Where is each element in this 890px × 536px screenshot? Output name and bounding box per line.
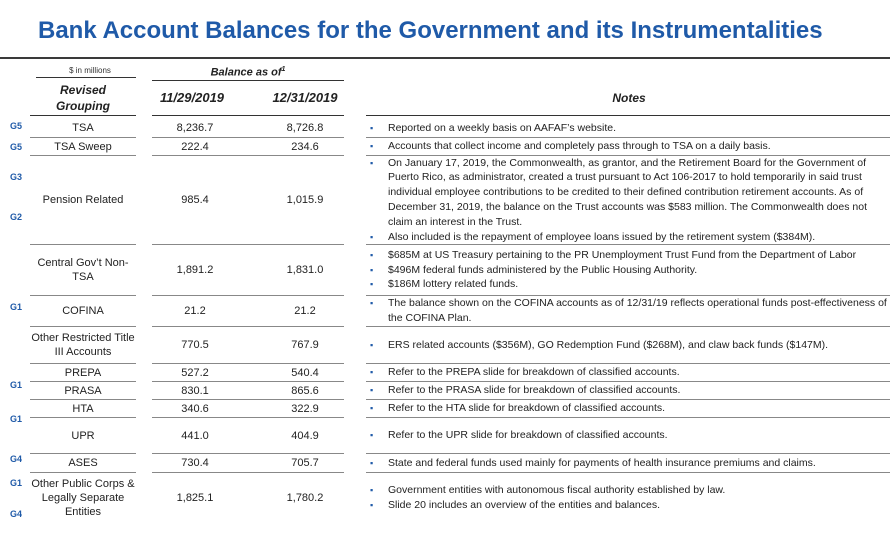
- balance-nov: 1,825.1: [176, 492, 214, 504]
- balance-nov: 770.5: [181, 339, 209, 351]
- balance-dec: 1,780.2: [286, 492, 324, 504]
- group-name: Central Gov’t Non-TSA: [37, 257, 129, 283]
- group-name: TSA: [72, 122, 94, 134]
- balance-nov: 730.4: [181, 457, 209, 469]
- group-name: COFINA: [62, 305, 104, 317]
- row-notes: [370, 364, 890, 381]
- table-row: [0, 327, 890, 363]
- side-tag: G5: [10, 121, 23, 131]
- table-row: [0, 119, 890, 137]
- group-name: Other Restricted Title III Accounts: [31, 332, 135, 358]
- table-row: [0, 418, 890, 453]
- table-row: [0, 156, 890, 244]
- row-notes: [370, 400, 890, 417]
- side-tag: G1: [10, 380, 23, 390]
- side-tag: G4: [10, 509, 23, 519]
- header-bottom-rule: [366, 115, 890, 116]
- note-item: ▪ Accounts that collect income and completely pass through to TSA on a daily basis.: [370, 139, 771, 154]
- table-row: [0, 400, 890, 417]
- table-row: [0, 382, 890, 399]
- side-tag: G2: [10, 212, 23, 222]
- row-notes: [370, 382, 890, 399]
- note-item: ▪ Refer to the UPR slide for breakdown of classified accounts.: [370, 428, 668, 443]
- group-name: Other Public Corps & Legally Separate Entities: [31, 478, 135, 518]
- note-item: ▪ Also included is the repayment of employee loans issued by the retirement system ($384M).: [370, 230, 890, 244]
- note-item: ▪ Refer to the PRASA slide for breakdown of classified accounts.: [370, 383, 680, 398]
- group-name: PREPA: [64, 366, 102, 379]
- header-bottom-rule: [30, 115, 136, 116]
- note-item: ▪ $685M at US Treasury pertaining to the PR Unemployment Trust Fund from the Department of Labor: [370, 248, 856, 263]
- balance-dec: 234.6: [291, 140, 319, 153]
- units-label: $ in millions: [69, 66, 111, 75]
- group-name: Pension Related: [42, 194, 124, 206]
- note-item: ▪ Refer to the HTA slide for breakdown of classified accounts.: [370, 401, 665, 416]
- row-notes: [370, 473, 890, 523]
- side-tag: G1: [10, 302, 23, 312]
- group-name: PRASA: [64, 384, 102, 397]
- note-item: ▪ Reported on a weekly basis on AAFAF’s website.: [370, 121, 616, 136]
- balance-nov: 441.0: [181, 429, 209, 442]
- date-column-1: 11/29/2019: [159, 90, 225, 105]
- balance-dec: 865.6: [291, 384, 319, 397]
- row-notes: [370, 119, 890, 137]
- balance-dec: 21.2: [294, 305, 316, 317]
- row-notes: [370, 296, 890, 326]
- row-notes: [370, 156, 890, 244]
- balance-nov: 340.6: [181, 402, 209, 415]
- footnote-mark: 1: [281, 66, 286, 73]
- note-item: ▪ ERS related accounts ($356M), GO Redemption Fund ($268M), and claw back funds ($147M).: [370, 338, 828, 353]
- side-tag: G1: [10, 478, 23, 488]
- balance-nov: 527.2: [181, 366, 209, 379]
- note-item: ▪ On January 17, 2019, the Commonwealth, as grantor, and the Retirement Board for the Government of Puerto Rico, as administrator, created a trust pursuant to Act 106-2017 to hold temporarily in said trust individual employee contributions to be credited to their defined contribution retirement accounts. As of December 31, 2019, the balance on the Trust accounts was $583 million. The Commonwealth does not claim an interest in the Trust.: [370, 156, 890, 230]
- row-notes: [370, 418, 890, 453]
- side-tag: G1: [10, 414, 23, 424]
- group-name: ASES: [68, 457, 98, 469]
- header-rule: [152, 80, 344, 81]
- table-row: [0, 296, 890, 326]
- note-item: ▪ State and federal funds used mainly for payments of health insurance premiums and claims.: [370, 456, 816, 471]
- header-rule: [36, 77, 136, 78]
- balance-header: [152, 66, 344, 79]
- grouping-label: Grouping: [56, 99, 110, 113]
- header-bottom-rule: [152, 115, 344, 116]
- note-item: ▪ Government entities with autonomous fiscal authority established by law.: [370, 483, 725, 498]
- side-tag: G3: [10, 172, 23, 182]
- table-row: [0, 473, 890, 523]
- side-tag: G4: [10, 454, 23, 464]
- balance-nov: 21.2: [184, 305, 206, 317]
- note-item: ▪ The balance shown on the COFINA accounts as of 12/31/19 reflects operational funds post-effectiveness of the COFINA Plan.: [370, 296, 890, 326]
- note-item: ▪ Refer to the PREPA slide for breakdown of classified accounts.: [370, 365, 680, 380]
- balance-nov: 985.4: [181, 194, 209, 206]
- table-row: [0, 138, 890, 155]
- row-notes: [370, 245, 890, 295]
- side-tag: G5: [10, 142, 23, 152]
- balance-dec: 705.7: [291, 457, 319, 469]
- balance-as-of: Balance as of: [210, 66, 282, 79]
- notes-header: Notes: [612, 91, 646, 105]
- table-row: [0, 245, 890, 295]
- note-item: ▪ Slide 20 includes an overview of the entities and balances.: [370, 498, 725, 513]
- balance-dec: 8,726.8: [286, 122, 324, 134]
- title-divider: [0, 57, 890, 59]
- grouping-header: [30, 82, 136, 114]
- table-row: [0, 364, 890, 381]
- balance-dec: 404.9: [291, 429, 319, 442]
- revised-label: Revised: [59, 83, 107, 97]
- balance-dec: 322.9: [291, 402, 319, 415]
- note-item: ▪ $186M lottery related funds.: [370, 277, 856, 292]
- balance-dec: 1,831.0: [286, 264, 324, 276]
- balance-dec: 540.4: [291, 366, 319, 379]
- row-notes: [370, 138, 890, 155]
- date-column-2: 12/31/2019: [272, 90, 338, 105]
- balance-nov: 8,236.7: [176, 122, 214, 134]
- group-name: TSA Sweep: [54, 140, 112, 153]
- row-notes: [370, 454, 890, 472]
- note-item: ▪ $496M federal funds administered by the Public Housing Authority.: [370, 263, 856, 278]
- group-name: UPR: [71, 429, 95, 442]
- balance-dec: 1,015.9: [286, 194, 324, 206]
- table-row: [0, 454, 890, 472]
- page-title: Bank Account Balances for the Government and its Instrumentalities: [38, 17, 823, 44]
- balance-nov: 1,891.2: [176, 264, 214, 276]
- balance-nov: 222.4: [181, 140, 209, 153]
- row-notes: [370, 327, 890, 363]
- group-name: HTA: [72, 402, 94, 415]
- balance-nov: 830.1: [181, 384, 209, 397]
- balance-dec: 767.9: [291, 339, 319, 351]
